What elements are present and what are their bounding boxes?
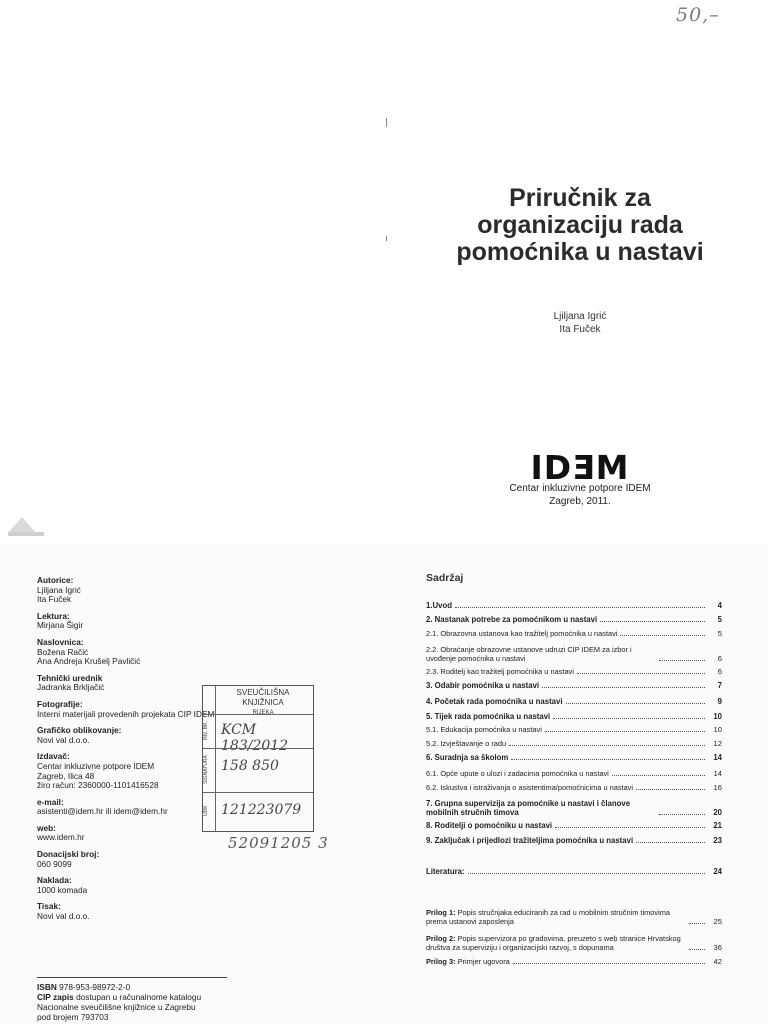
toc-entry-title: 3. Odabir pomoćnika u nastavi xyxy=(426,681,540,690)
toc-leader-dots xyxy=(553,718,705,719)
toc-entry-title: 6. Suradnja sa školom xyxy=(426,753,509,762)
handwritten-price-note: 50,– xyxy=(676,4,720,26)
toc-page-number: 4 xyxy=(717,601,722,610)
credit-value: Ana Andreja Krušelj Pavličić xyxy=(37,656,141,667)
toc-page-number: 6 xyxy=(717,667,722,676)
cip-line: pod brojem 793703 xyxy=(37,1012,109,1022)
toc-entry-title: 2.3. Roditelj kao tražitelj pomoćnika u nastavi xyxy=(426,667,574,676)
credit-label: Grafičko oblikovanje: xyxy=(37,725,122,736)
credit-block xyxy=(37,876,237,895)
page-fold-mark xyxy=(386,236,387,241)
toc-entry xyxy=(426,836,722,845)
scan-corner-shadow xyxy=(8,532,44,536)
toc-entry xyxy=(426,712,722,721)
isbn-cip-box xyxy=(37,977,227,1022)
credit-label: Donacijski broj: xyxy=(37,849,100,860)
toc-entry xyxy=(426,934,722,952)
toc-entry-title: 1.Uvod xyxy=(426,601,452,610)
credit-value: Ita Fuček xyxy=(37,594,72,605)
toc-entry-title: 5.1. Edukacija pomoćnika u nastavi xyxy=(426,725,542,734)
toc-entry xyxy=(426,799,722,817)
toc-entry-title: 7. Grupna supervizija za pomoćnike u nastavi i članove mobilnih stručnih timova xyxy=(426,799,631,817)
toc-entry xyxy=(426,908,722,926)
toc-leader-dots xyxy=(659,660,705,661)
toc-page-number: 9 xyxy=(717,697,722,706)
credit-label: Autorice: xyxy=(37,575,74,585)
credit-label: Tisak: xyxy=(37,901,61,912)
toc-leader-dots xyxy=(636,842,705,843)
toc-entry-title: 5.2. Izvještavanje o radu xyxy=(426,739,507,748)
stamp-udk-value: 121223079 xyxy=(221,802,302,818)
toc-entry-title: Prilog 1: Popis stručnjaka educiranih za rad u mobilnim stručnim timovima prema ustanovi zaposlenja xyxy=(426,908,670,926)
credit-block xyxy=(37,612,237,631)
toc-leader-dots xyxy=(511,759,705,760)
credit-block xyxy=(37,902,237,921)
toc-entry xyxy=(426,957,722,966)
credit-block xyxy=(37,576,237,605)
toc-page-number: 16 xyxy=(713,783,722,792)
toc-leader-dots xyxy=(545,731,705,732)
toc-page-number: 14 xyxy=(713,769,722,778)
toc-entry-title: 8. Roditelji o pomoćniku u nastavi xyxy=(426,821,553,830)
toc-leader-dots xyxy=(577,673,705,674)
toc-entry xyxy=(426,753,722,762)
stamp-signature-value: KCM 183/2012 xyxy=(221,722,289,754)
cip-text: dostupan u računalnome katalogu xyxy=(76,992,202,1002)
toc-page-number: 10 xyxy=(713,725,722,734)
toc-entry xyxy=(426,821,722,830)
toc-leader-dots xyxy=(689,923,705,924)
toc-entry xyxy=(426,681,722,690)
toc-leader-dots xyxy=(455,607,705,608)
publisher-name: Centar inkluzivne potpore IDEM xyxy=(509,483,651,494)
toc-entry xyxy=(426,697,722,706)
scan-corner-shadow xyxy=(8,517,36,533)
author-name: Ita Fuček xyxy=(559,324,601,335)
toc-entry-title: Prilog 2: Popis supervizora po gradovima, preuzeto s web stranice Hrvatskog društva za superviziju i organizacijski razvoj, s dopunama xyxy=(426,934,681,952)
toc-entry-title: 9. Zaključak i prijedlozi tražiteljima pomoćnika u nastavi xyxy=(426,836,634,845)
stamp-row-divider xyxy=(203,714,313,715)
toc-entry-title: 2.1. Obrazovna ustanova kao tražitelj pomoćnika u nastavi xyxy=(426,629,618,638)
toc-entry-title: 6.1. Opće upute o ulozi i zadacima pomoćnika u nastavi xyxy=(426,769,609,778)
credit-value: Božena Račić xyxy=(37,646,89,657)
credit-value: Novi val d.o.o. xyxy=(37,911,90,922)
toc-page-number: 12 xyxy=(713,739,722,748)
book-title-line: Priručnik za xyxy=(509,184,651,212)
toc-entry xyxy=(426,725,722,734)
cip-line xyxy=(37,992,227,1002)
toc-leader-dots xyxy=(542,687,705,688)
toc-page-number: 23 xyxy=(713,836,722,845)
stamp-library-city: RIJEKA xyxy=(252,710,274,716)
toc-entry xyxy=(426,783,722,792)
library-stamp xyxy=(202,685,314,832)
credit-block xyxy=(37,850,237,869)
toc-entry xyxy=(426,629,722,638)
toc-leader-dots xyxy=(509,745,705,746)
toc-leader-dots xyxy=(659,814,705,815)
credit-value: Ljiljana Igrić xyxy=(37,584,81,595)
credit-block xyxy=(37,638,237,667)
toc-entry xyxy=(426,601,722,610)
idem-logo: IDƎM xyxy=(530,448,630,487)
toc-page-number: 6 xyxy=(717,654,722,663)
credit-value: Mirjana Šigir xyxy=(37,620,84,631)
toc-leader-dots xyxy=(555,827,705,828)
publisher-info xyxy=(420,482,740,508)
isbn-line xyxy=(37,982,227,992)
toc-page-number: 20 xyxy=(713,808,722,817)
credit-label: Fotografije: xyxy=(37,698,83,709)
toc-entry xyxy=(426,769,722,778)
stamp-library-line: SVEUČILIŠNA KNJIŽNICA xyxy=(236,688,290,707)
credit-value: asistenti@idem.hr ili idem@idem.hr xyxy=(37,806,168,817)
toc-entry xyxy=(426,645,722,663)
credit-value: Zagreb, Ilica 48 xyxy=(37,770,95,781)
toc-leader-dots xyxy=(612,775,705,776)
credit-value: 060 9099 xyxy=(37,858,72,869)
toc-entry-title: 5. Tijek rada pomoćnika u nastavi xyxy=(426,712,551,721)
toc-page-number: 21 xyxy=(713,821,722,830)
credit-label: Lektura: xyxy=(37,610,70,621)
credit-label: web: xyxy=(37,822,56,833)
isbn-value: 978-953-98972-2-0 xyxy=(59,982,131,992)
cip-label: CIP zapis xyxy=(37,992,74,1002)
credit-value: 1000 komada xyxy=(37,884,88,895)
book-authors xyxy=(420,310,740,336)
credit-label: Naklada: xyxy=(37,875,72,886)
stamp-inventory-value: 158 850 xyxy=(221,758,279,774)
isbn-label: ISBN xyxy=(37,982,57,992)
book-title-line: pomoćnika u nastavi xyxy=(456,238,704,266)
credit-value: Jadranka Brkljačić xyxy=(37,682,105,693)
toc-page-number: 10 xyxy=(713,712,722,721)
toc-page-number: 7 xyxy=(717,681,722,690)
stamp-label-inv: INV. BR. xyxy=(203,721,209,741)
toc-entry-title: 2. Nastanak potrebe za pomoćnikom u nastavi xyxy=(426,615,598,624)
stamp-label-signature: SIGNATURA xyxy=(203,755,209,785)
toc-entry xyxy=(426,739,722,748)
toc-page-number: 5 xyxy=(717,615,722,624)
toc-leader-dots xyxy=(689,949,705,950)
credit-value: žiro račun: 2360000-1101416528 xyxy=(37,780,159,791)
book-title xyxy=(420,185,740,266)
toc-entry xyxy=(426,867,722,876)
toc-leader-dots xyxy=(600,621,705,622)
credit-label: e-mail: xyxy=(37,796,64,807)
toc-leader-dots xyxy=(566,703,706,704)
page-fold-mark xyxy=(386,118,387,127)
credit-label: Tehnički urednik xyxy=(37,672,103,683)
credit-value: Novi val d.o.o. xyxy=(37,734,90,745)
toc-leader-dots xyxy=(468,873,705,874)
toc-page-number: 42 xyxy=(713,957,722,966)
credit-value: Interni materijali provedenih projekata CIP IDEM xyxy=(37,708,215,719)
handwritten-number: 52091205 3 xyxy=(228,834,329,852)
credit-label: Izdavač: xyxy=(37,751,70,762)
toc-entry-title: 6.2. Iskustva i istraživanja o asistentima/pomoćnicima u nastavi xyxy=(426,783,634,792)
toc-leader-dots xyxy=(620,635,705,636)
stamp-row-divider xyxy=(203,748,313,749)
stamp-label-udk: UDK xyxy=(203,805,209,817)
toc-leader-dots xyxy=(636,789,705,790)
toc-page-number: 5 xyxy=(717,629,722,638)
credit-value: www.idem.hr xyxy=(37,832,85,843)
contents-heading: Sadržaj xyxy=(426,572,464,584)
toc-page-number: 36 xyxy=(713,943,722,952)
publisher-place-year: Zagreb, 2011. xyxy=(549,496,611,507)
stamp-row-divider xyxy=(203,792,313,793)
toc-page-number: 24 xyxy=(713,867,722,876)
credit-value: Centar inkluzivne potpore IDEM xyxy=(37,760,155,771)
imprint-and-contents-page xyxy=(0,545,768,1024)
toc-entry-title: Literatura: xyxy=(426,867,465,876)
toc-page-number: 14 xyxy=(713,753,722,762)
toc-page-number: 25 xyxy=(713,917,722,926)
toc-entry-title: 4. Početak rada pomoćnika u nastavi xyxy=(426,697,563,706)
toc-entry-title: 2.2. Obraćanje obrazovne ustanove udruzi CIP IDEM za izbor i uvođenje pomoćnika u nastavi xyxy=(426,645,632,663)
toc-leader-dots xyxy=(513,963,705,964)
toc-entry-title: Prilog 3: Primjer ugovora xyxy=(426,957,510,966)
cip-line: Nacionalne sveučilišne knjižnice u Zagrebu xyxy=(37,1002,196,1012)
credit-label: Naslovnica: xyxy=(37,636,84,647)
author-name: Ljiljana Igrić xyxy=(553,311,607,322)
toc-entry xyxy=(426,667,722,676)
toc-entry xyxy=(426,615,722,624)
book-title-line: organizaciju rada xyxy=(477,211,683,239)
